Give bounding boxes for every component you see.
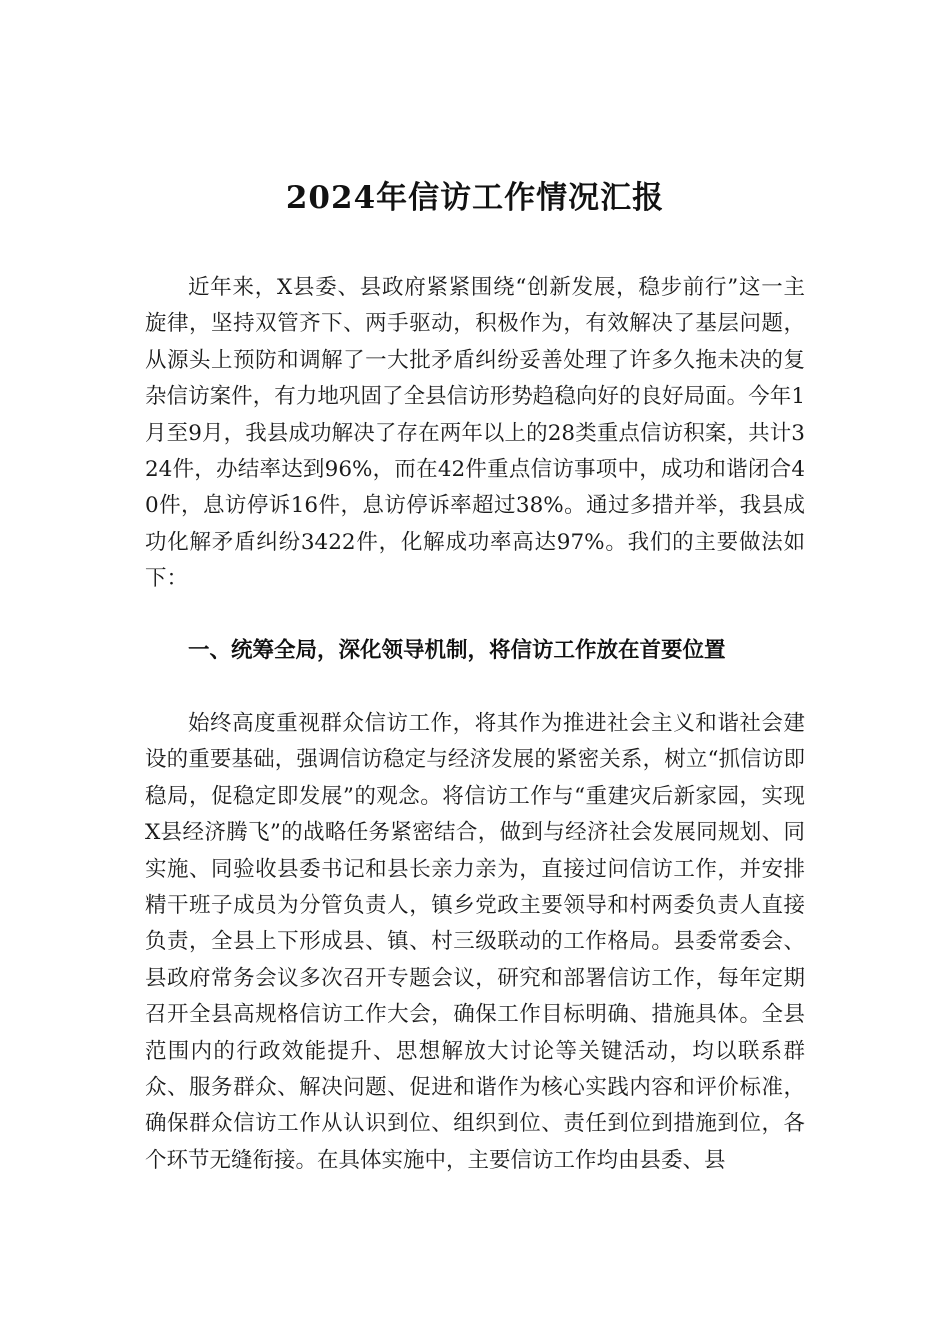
intro-paragraph: 近年来，X县委、县政府紧紧围绕“创新发展，稳步前行”这一主旋律，坚持双管齐下、两手驱动，积极作为，有效解决了基层问题，从源头上预防和调解了一大批矛盾纠纷妥善处理了许多久拖未决的复杂信访案件，有力地巩固了全县信访形势趋稳向好的良好局面。今年1月至9月，我县成功解决了存在两年以上的28类重点信访积案，共计324件，办结率达到96%，而在42件重点信访事项中，成功和谐闭合40件，息访停诉16件，息访停诉率超过38%。通过多措并举，我县成功化解矛盾纠纷3422件，化解成功率高达97%。我们的主要做法如下： [145,275,805,592]
section-heading-1: 一、统筹全局，深化领导机制，将信访工作放在首要位置 [188,638,726,663]
section-1-paragraph: 始终高度重视群众信访工作，将其作为推进社会主义和谐社会建设的重要基础，强调信访稳定与经济发展的紧密关系，树立“抓信访即稳局，促稳定即发展”的观念。将信访工作与“重建灾后新家园，实现X县经济腾飞”的战略任务紧密结合，做到与经济社会发展同规划、同实施、同验收县委书记和县长亲力亲为，直接过问信访工作，并安排精干班子成员为分管负责人，镇乡党政主要领导和村两委负责人直接负责，全县上下形成县、镇、村三级联动的工作格局。县委常委会、县政府常务会议多次召开专题会议，研究和部署信访工作，每年定期召开全县高规格信访工作大会，确保工作目标明确、措施具体。全县范围内的行政效能提升、思想解放大讨论等关键活动，均以联系群众、服务群众、解决问题、促进和谐作为核心实践内容和评价标准，确保群众信访工作从认识到位、组织到位、责任到位到措施到位，各个环节无缝衔接。在具体实施中，主要信访工作均由县委、县 [145,711,805,1173]
document-title: 2024年信访工作情况汇报 [285,180,665,216]
